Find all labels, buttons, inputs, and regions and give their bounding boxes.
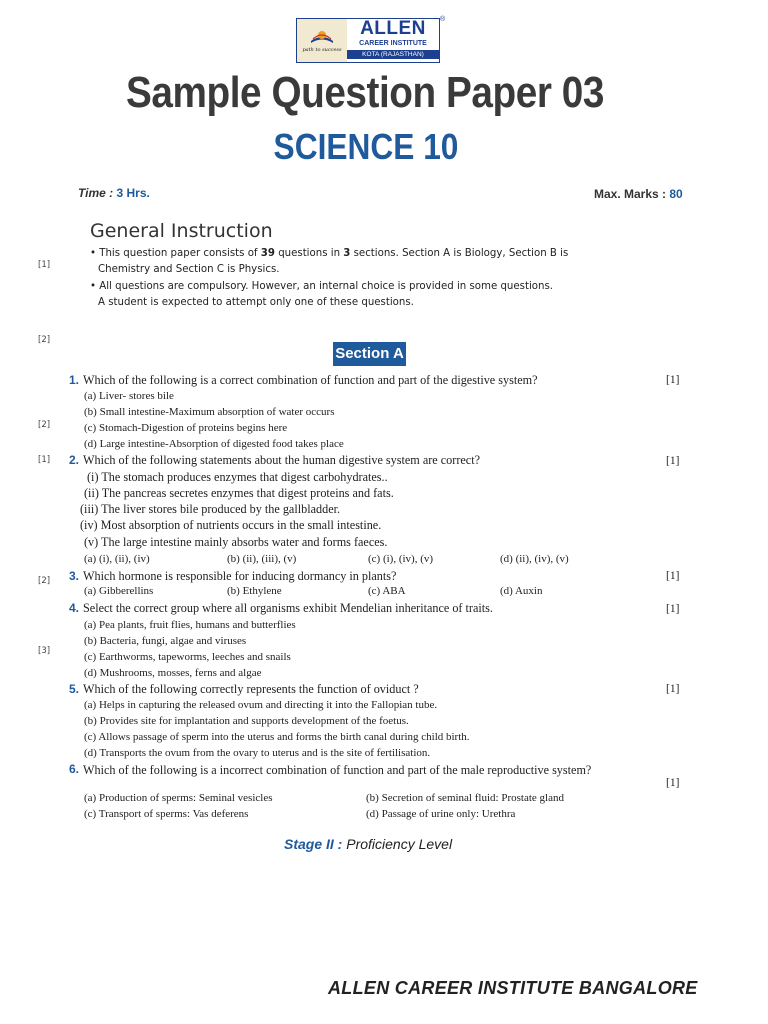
option: (c) (i), (iv), (v) <box>368 553 434 565</box>
option: (a) Liver- stores bile <box>84 390 174 402</box>
question-number: 6. <box>69 762 80 776</box>
option: (a) Gibberellins <box>84 585 154 597</box>
instruction-line-1: • This question paper consists of 39 questions in 3 sections. Section A is Biology, Section B is <box>90 248 569 259</box>
question-text: Which of the following correctly represents the function of oviduct ? <box>83 682 419 696</box>
question-number: 4. <box>69 601 80 615</box>
statement: (v) The large intestine mainly absorbs water and forms faeces. <box>84 535 388 549</box>
question-number: 3. <box>69 569 80 583</box>
option: (a) (i), (ii), (iv) <box>84 553 150 565</box>
option: (b) (ii), (iii), (v) <box>227 553 297 565</box>
option: (b) Ethylene <box>227 585 282 597</box>
logo-brand: ALLEN <box>360 18 426 39</box>
question-number: 1. <box>69 373 80 387</box>
statement: (iii) The liver stores bile produced by the gallbladder. <box>80 502 341 516</box>
option: (b) Provides site for implantation and supports development of the foetus. <box>84 715 409 727</box>
instruction-line-3: • All questions are compulsory. However, an internal choice is provided in some questions. <box>90 281 554 292</box>
question-marks: [1] <box>666 570 680 582</box>
registered-mark: ® <box>440 16 446 23</box>
question-marks: [1] <box>666 603 680 615</box>
instruction-line-4: A student is expected to attempt only one of these questions. <box>98 297 414 308</box>
paper-title: Sample Question Paper 03 <box>126 68 604 117</box>
question-text: Select the correct group where all organisms exhibit Mendelian inheritance of traits. <box>83 601 493 615</box>
option: (c) Stomach-Digestion of proteins begins here <box>84 422 288 434</box>
option: (d) (ii), (iv), (v) <box>500 553 569 565</box>
option: (b) Bacteria, fungi, algae and viruses <box>84 635 247 647</box>
side-mark: [2] <box>38 335 51 345</box>
section-a-badge: Section A <box>333 342 406 366</box>
question-marks: [1] <box>666 777 680 789</box>
option: (d) Auxin <box>500 585 543 597</box>
option: (c) Earthworms, tapeworms, leeches and snails <box>84 651 291 663</box>
question-marks: [1] <box>666 374 680 386</box>
option: (a) Production of sperms: Seminal vesicles <box>84 792 273 804</box>
marks-label: Max. Marks : <box>594 187 667 201</box>
option: (d) Mushrooms, mosses, ferns and algae <box>84 667 262 679</box>
instruction-line-2: Chemistry and Section C is Physics. <box>98 264 280 275</box>
max-marks <box>594 187 683 201</box>
option: (d) Large intestine-Absorption of digested food takes place <box>84 438 344 450</box>
question-marks: [1] <box>666 455 680 467</box>
option: (b) Secretion of seminal fluid: Prostate gland <box>366 792 564 804</box>
option: (c) Transport of sperms: Vas deferens <box>84 808 249 820</box>
book-emblem-icon <box>309 29 335 45</box>
marks-value: 80 <box>669 187 683 201</box>
statement: (iv) Most absorption of nutrients occurs in the small intestine. <box>80 518 382 532</box>
side-mark: [2] <box>38 420 51 430</box>
question-text: Which of the following is a correct combination of function and part of the digestive system? <box>83 373 538 387</box>
option: (b) Small intestine-Maximum absorption of water occurs <box>84 406 335 418</box>
time-allowed <box>78 186 150 200</box>
question-marks: [1] <box>666 683 680 695</box>
option: (a) Pea plants, fruit flies, humans and butterflies <box>84 619 296 631</box>
option: (d) Passage of urine only: Urethra <box>366 808 516 820</box>
logo-tagline: path to success <box>302 46 342 53</box>
instructions-heading: General Instruction <box>90 220 273 242</box>
option: (c) ABA <box>368 585 406 597</box>
time-value: 3 Hrs. <box>116 186 150 200</box>
option: (a) Helps in capturing the released ovum and directing it into the Fallopian tube. <box>84 699 438 711</box>
logo-location: KOTA (RAJASTHAN) <box>347 50 439 59</box>
option: (c) Allows passage of sperm into the uterus and forms the birth canal during child birth. <box>84 731 470 743</box>
side-mark: [3] <box>38 646 51 656</box>
stage-label: Stage II : Proficiency Level <box>284 836 453 852</box>
side-mark: [1] <box>38 455 51 465</box>
question-text: Which of the following is a incorrect combination of function and part of the male reproductive system? <box>83 763 592 777</box>
time-label: Time : <box>78 186 114 200</box>
question-text: Which hormone is responsible for inducing dormancy in plants? <box>83 569 397 583</box>
side-mark: [1] <box>38 260 51 270</box>
statement: (i) The stomach produces enzymes that digest carbohydrates.. <box>87 470 388 484</box>
logo-text-panel <box>347 19 439 62</box>
stage-level: Proficiency Level <box>342 836 453 852</box>
question-number: 2. <box>69 453 80 467</box>
statement: (ii) The pancreas secretes enzymes that digest proteins and fats. <box>84 486 394 500</box>
question-number: 5. <box>69 682 80 696</box>
allen-logo <box>296 18 440 63</box>
logo-emblem-panel <box>297 19 347 62</box>
option: (d) Transports the ovum from the ovary to uterus and is the site of fertilisation. <box>84 747 431 759</box>
logo-subtitle: CAREER INSTITUTE <box>359 40 427 47</box>
question-text: Which of the following statements about the human digestive system are correct? <box>83 453 480 467</box>
side-mark: [2] <box>38 576 51 586</box>
footer-institute: ALLEN CAREER INSTITUTE BANGALORE <box>328 978 698 998</box>
paper-subtitle: SCIENCE 10 <box>273 126 459 167</box>
